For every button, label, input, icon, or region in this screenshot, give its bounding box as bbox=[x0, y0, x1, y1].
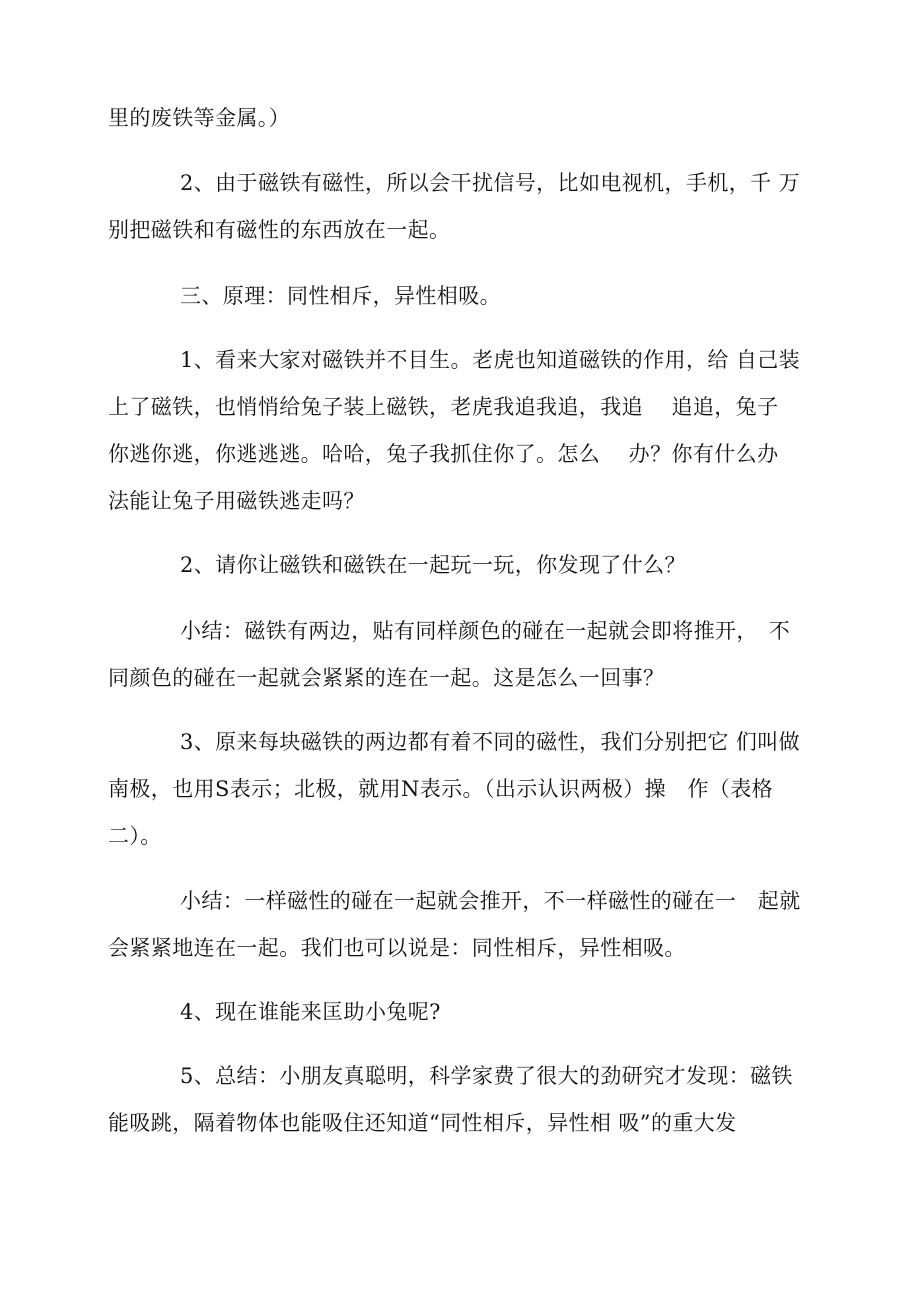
text-line: 4、现在谁能来匡助小兔呢? bbox=[180, 1000, 441, 1024]
text-line: 三、原理：同性相斥，异性相吸。 bbox=[180, 284, 501, 308]
text-line: 南极，也用S表示；北极，就用N表示。（出示认识两极）操 作（表格 bbox=[108, 777, 774, 801]
text-line: 3、原来每块磁铁的两边都有着不同的磁性，我们分别把它 们叫做 bbox=[180, 730, 801, 754]
text-line: 小结：磁铁有两边，贴有同样颜色的碰在一起就会即将推开， 不 bbox=[180, 619, 791, 643]
text-line: 同颜色的碰在一起就会紧紧的连在一起。这是怎么一回事？ bbox=[108, 666, 665, 690]
text-line: 会紧紧地连在一起。我们也可以说是：同性相斥，异性相吸。 bbox=[108, 936, 686, 960]
text-line: 小结：一样磁性的碰在一起就会推开，不一样磁性的碰在一 起就 bbox=[180, 889, 801, 913]
text-line: 5、总结：小朋友真聪明，科学家费了很大的劲研究才发现：磁铁 bbox=[180, 1064, 793, 1088]
text-line: 2、由于磁铁有磁性，所以会干扰信号，比如电视机，手机，千 万 bbox=[180, 171, 801, 195]
text-line: 里的废铁等金属。） bbox=[108, 106, 291, 130]
text-line: 法能让兔子用磁铁逃走吗？ bbox=[108, 489, 365, 513]
text-line: 二）。 bbox=[108, 824, 162, 848]
text-line: 能吸跳，隔着物体也能吸住还知道“同性相斥，异性相 吸”的重大发 bbox=[108, 1111, 737, 1135]
text-line: 别把磁铁和有磁性的东西放在一起。 bbox=[108, 218, 451, 242]
text-line: 上了磁铁，也悄悄给兔子装上磁铁，老虎我追我追，我追 追追，兔子 bbox=[108, 395, 779, 419]
text-line: 1、看来大家对磁铁并不目生。老虎也知道磁铁的作用，给 自己装 bbox=[180, 348, 801, 372]
text-line: 你逃你逃，你逃逃逃。哈哈，兔子我抓住你了。怎么 办？你有什么办 bbox=[108, 442, 779, 466]
text-line: 2、请你让磁铁和磁铁在一起玩一玩，你发现了什么？ bbox=[180, 553, 686, 577]
